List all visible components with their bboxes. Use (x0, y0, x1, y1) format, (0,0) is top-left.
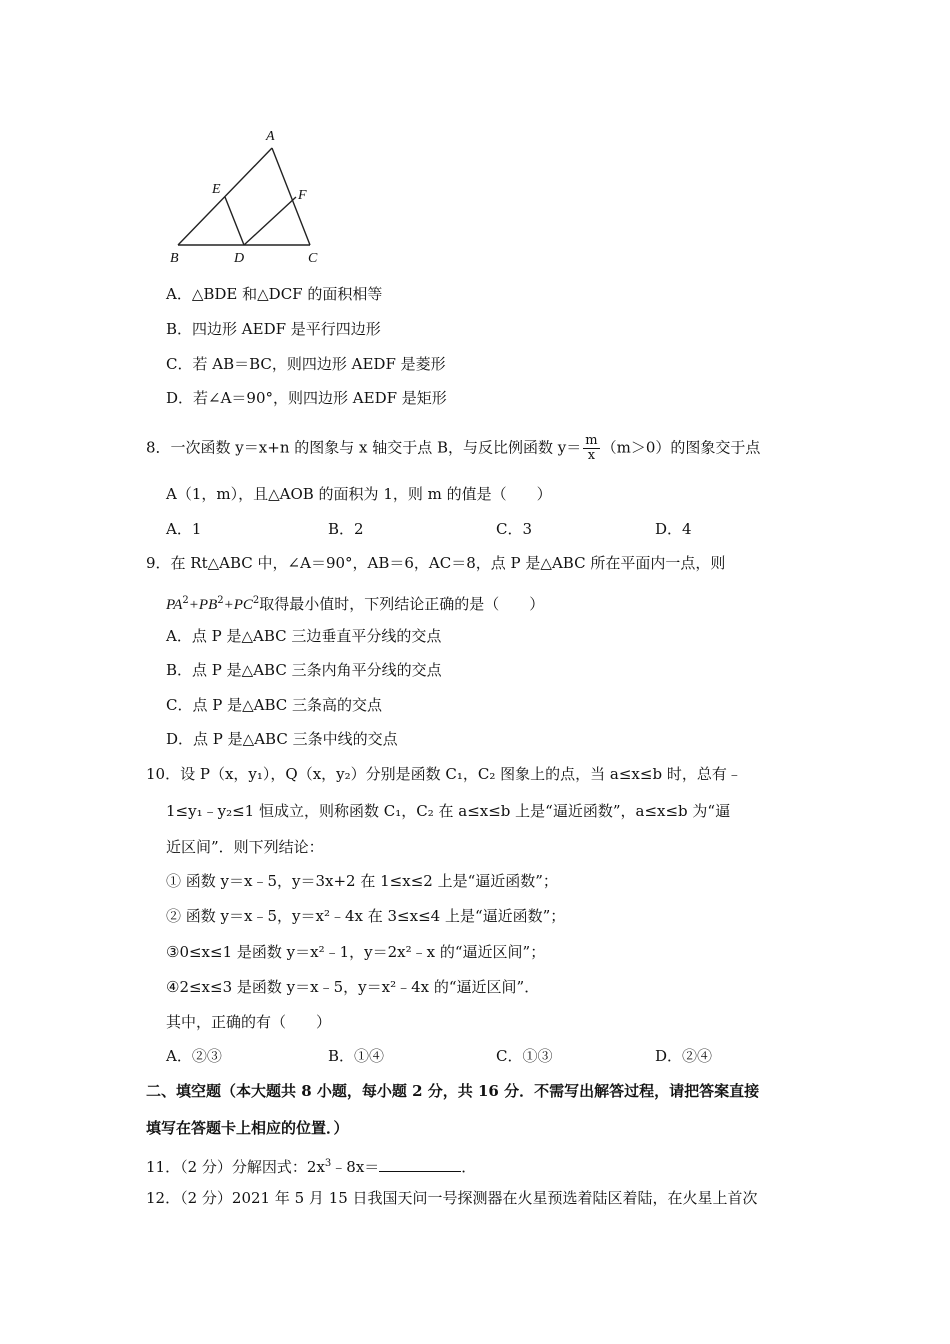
q9-stem-rest: 取得最小值时，下列结论正确的是（ ） (259, 595, 545, 613)
q9-option-a: A．点 P 是△ABC 三边垂直平分线的交点 (166, 627, 442, 645)
segment-df (244, 197, 296, 245)
label-a: A (266, 129, 275, 144)
q8-fraction (583, 434, 599, 463)
q10-statement-4: ④2≤x≤3 是函数 y＝x﹣5，y＝x²﹣4x 的“逼近区间”． (166, 978, 540, 996)
triangle-figure (160, 120, 340, 270)
q9-stem-line2 (166, 590, 544, 616)
q9-option-c: C．点 P 是△ABC 三条高的交点 (166, 696, 383, 714)
q9-option-b: B．点 P 是△ABC 三条内角平分线的交点 (166, 661, 442, 679)
q10-statement-3: ③0≤x≤1 是函数 y＝x²﹣1，y＝2x²﹣x 的“逼近区间”； (166, 943, 546, 961)
q8-option-b: B．2 (328, 520, 364, 538)
q7-option-a: A．△BDE 和△DCF 的面积相等 (166, 285, 383, 303)
label-c: C (308, 251, 318, 266)
q8-frac-den: x (587, 448, 596, 463)
label-f: F (298, 188, 307, 203)
q10-stem-line2: 1≤y₁﹣y₂≤1 恒成立，则称函数 C₁，C₂ 在 a≤x≤b 上是“逼近函数”，a≤x≤b 为“逼 (166, 802, 731, 820)
q8-stem-post: （m＞0）的图象交于点 (601, 438, 761, 457)
q7-option-c: C．若 AB＝BC，则四边形 AEDF 是菱形 (166, 355, 446, 373)
section2-heading-line2: 填写在答题卡上相应的位置．） (146, 1119, 349, 1137)
q10-stem-line1: 10．设 P（x，y₁），Q（x，y₂）分别是函数 C₁，C₂ 图象上的点，当 a≤x≤b 时，总有﹣ (146, 765, 742, 783)
segment-ed (225, 197, 244, 245)
q10-ask: 其中，正确的有（ ） (166, 1013, 332, 1031)
q9-pa: PA (166, 597, 183, 613)
q10-option-c: C．①③ (496, 1047, 553, 1065)
q8-stem-line2: A（1，m），且△AOB 的面积为 1，则 m 的值是（ ） (166, 485, 552, 503)
q9-pb: +PB (188, 597, 218, 613)
q9-stem-line1: 9．在 Rt△ABC 中，∠A＝90°，AB＝6，AC＝8，点 P 是△ABC 所在平面内一点，则 (146, 554, 726, 572)
q9-sup-1: 2 (182, 595, 189, 606)
q11-mid: ﹣8x＝ (331, 1158, 380, 1176)
q10-statement-2: ② 函数 y＝x﹣5，y＝x²﹣4x 在 3≤x≤4 上是“逼近函数”； (166, 907, 566, 925)
q10-option-b: B．①④ (328, 1047, 385, 1065)
segment-ab (178, 148, 272, 245)
q8-frac-num: m (585, 433, 598, 448)
q8-option-a: A．1 (166, 520, 202, 538)
section2-heading-line1: 二、填空题（本大题共 8 小题，每小题 2 分，共 16 分．不需写出解答过程，请把答案直接 (146, 1082, 760, 1100)
q7-option-d: D．若∠A＝90°，则四边形 AEDF 是矩形 (166, 389, 447, 407)
q11-post: ． (461, 1158, 477, 1176)
label-d: D (234, 251, 245, 266)
q8-stem-pre: 8．一次函数 y＝x+n 的图象与 x 轴交于点 B，与反比例函数 y＝ (146, 438, 582, 457)
q7-option-b: B．四边形 AEDF 是平行四边形 (166, 320, 381, 338)
q9-sup-2: 2 (217, 595, 224, 606)
q8-stem-line1 (146, 434, 760, 463)
label-e: E (212, 182, 221, 197)
q12-stem-line1: 12．（2 分）2021 年 5 月 15 日我国天问一号探测器在火星预选着陆区着陆，在火星上首次 (146, 1189, 758, 1207)
q10-stem-line3: 近区间”．则下列结论： (166, 838, 324, 856)
q11-pre: 11．（2 分）分解因式：2x (146, 1158, 325, 1176)
q11-answer-blank[interactable] (379, 1157, 461, 1172)
q8-option-c: C．3 (496, 520, 533, 538)
q10-option-a: A．②③ (166, 1047, 222, 1065)
q11-stem (146, 1153, 476, 1178)
q9-pc: +PC (223, 597, 253, 613)
q11-sup: 3 (324, 1158, 332, 1169)
label-b: B (170, 251, 179, 266)
q10-statement-1: ① 函数 y＝x﹣5，y＝3x+2 在 1≤x≤2 上是“逼近函数”； (166, 872, 558, 890)
q10-option-d: D．②④ (655, 1047, 713, 1065)
q9-option-d: D．点 P 是△ABC 三条中线的交点 (166, 730, 398, 748)
q8-option-d: D．4 (655, 520, 692, 538)
q9-sup-3: 2 (252, 595, 260, 606)
